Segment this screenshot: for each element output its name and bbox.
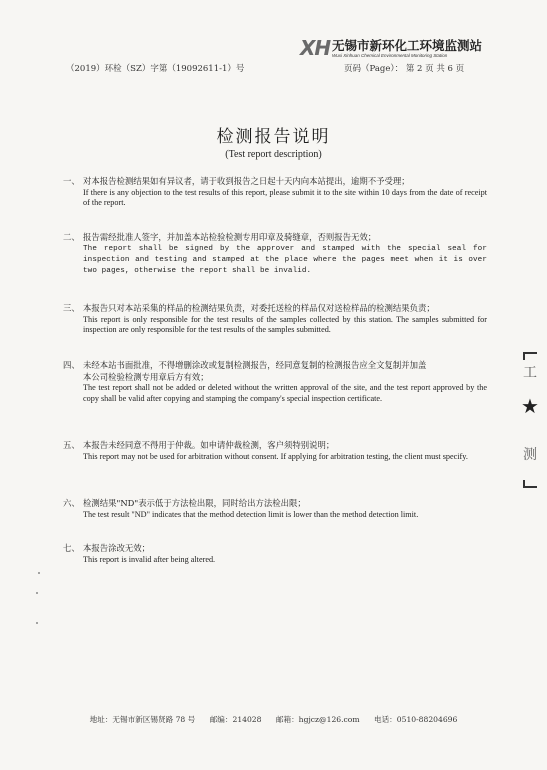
clause-cn-text: 报告需经批准人签字，并加盖本站检验检测专用印章及骑缝章，否则报告无效； [83,232,377,242]
footer-contact [0,714,547,725]
clause-cn-continuation: 本公司检验检测专用章后方有效； [83,371,209,382]
clause-5 [63,440,487,462]
report-number: （2019）环检（SZ）字第（19092611-1）号 [66,64,245,74]
clause-number: 二、 [63,232,80,242]
seal-bracket-top [523,352,537,360]
clause-en-text: The test report shall not be added or deleted without the written approval of the site, and the test report approved by the copy shall be valid after copying and stamping the company's special inspection certificate. [83,383,487,403]
seal-char-bottom: 测 [523,447,537,463]
clause-en-text: This report is invalid after being altered. [83,554,216,564]
clause-cn-text: 本报告只对本站采集的样品的检测结果负责，对委托送检的样品仅对送检样品的检测结果负责； [83,303,435,313]
scan-speck [38,572,40,574]
footer-phone: 电话：0510-88204696 [374,715,458,724]
footer-address: 地址：无锡市新区锡贤路 78 号 [89,715,196,724]
edge-seal-stamp [521,352,539,492]
org-name-en: Wuxi Xinhuan Chemical Environmental Monitoring Station [332,53,448,58]
clause-en-text: This report may not be used for arbitration without consent. If applying for arbitration testing, the client must specify. [83,451,468,461]
clause-cn-text: 检测结果"ND"表示低于方法检出限，同时给出方法检出限； [83,498,306,508]
footer-postcode: 邮编：214028 [209,715,262,724]
logo-mark: XH [300,36,331,60]
clause-number: 四、 [63,360,80,370]
clause-cn [63,232,487,244]
clause-en-text: The report shall be signed by the approver and stamped with the special seal for inspection and testing and stamped at the place where the pages meet when it is over two pages, otherwise the report shall be invalid. [83,244,487,275]
page-subtitle: (Test report description) [225,149,322,160]
clause-cn-text: 对本报告检测结果如有异议者，请于收到报告之日起十天内向本站提出，逾期不予受理； [83,176,410,186]
footer-email: 邮箱：hgjcz@126.com [275,715,360,724]
scan-speck [36,622,38,624]
clause-7 [63,543,487,565]
clause-en-text: The test result "ND" indicates that the method detection limit is lower than the method detection limit. [83,509,419,519]
clause-number: 六、 [63,498,80,508]
clause-1 [63,176,487,209]
clause-cn [63,440,487,452]
clause-6 [63,498,487,520]
clause-cn [63,498,487,510]
clause-number: 三、 [63,303,80,313]
clause-cn [63,360,487,372]
org-name-cn: 无锡市新环化工环境监测站 [332,38,483,53]
clause-4 [63,360,487,404]
clause-cn-text: 本报告未经同意不得用于仲裁。如申请仲裁检测，客户须特别说明； [83,440,335,450]
page-indicator: 页码（Page）： 第 2 页 共 6 页 [344,64,465,74]
scan-speck [36,592,38,594]
clause-cn-text: 本报告涂改无效； [83,543,150,553]
clause-2 [63,232,487,277]
clause-cn [63,543,487,555]
clause-en-text: This report is only responsible for the test results of the samples collected by this station. The samples submitted for inspection are only responsible for the test results of the samples submitted. [83,314,487,334]
clause-number: 七、 [63,543,80,553]
clause-cn [63,176,487,188]
page-title: 检测报告说明 [216,127,331,147]
clause-cn [63,303,487,315]
org-logo [300,36,482,64]
star-icon: ★ [521,394,539,418]
seal-char-top: 工 [523,365,537,381]
clause-cn-text: 未经本站书面批准，不得增删涂改或复制检测报告，经同意复制的检测报告应全文复制并加盖 [83,360,427,370]
clause-number: 一、 [63,176,80,186]
clause-number: 五、 [63,440,80,450]
seal-bracket-bottom [523,480,537,488]
clause-3 [63,303,487,336]
clause-en-text: If there is any objection to the test results of this report, please submit it to the site within 10 days from the date of receipt of the report. [83,187,487,207]
